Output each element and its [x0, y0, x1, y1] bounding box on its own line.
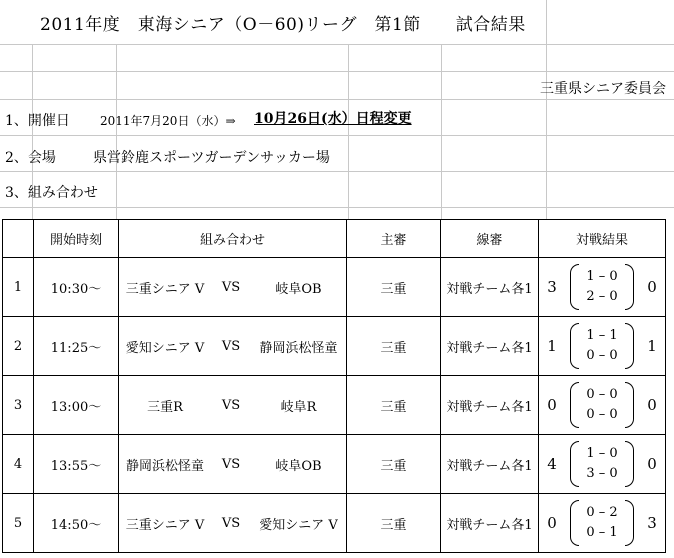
referee: 三重 [347, 376, 441, 435]
result-cell [539, 258, 666, 317]
referee: 三重 [347, 435, 441, 494]
total-score-a: 3 [547, 278, 557, 296]
match-time: 10:30～ [34, 258, 119, 317]
result-cell [539, 376, 666, 435]
second-half-score: 3 – 0 [586, 466, 618, 481]
gridline [116, 44, 117, 219]
referee: 三重 [347, 317, 441, 376]
team-a: 三重R [119, 376, 212, 435]
gridline [0, 207, 674, 208]
date-label: 1、開催日 [5, 113, 70, 129]
header-referee: 主審 [347, 220, 441, 258]
vs-label: VS [211, 435, 251, 494]
team-b: 岐阜R [251, 376, 347, 435]
total-score-b: 1 [647, 337, 657, 355]
team-b: 静岡浜松怪童 [251, 317, 347, 376]
table-row [3, 317, 666, 376]
match-time: 14:50～ [34, 494, 119, 553]
team-a: 静岡浜松怪童 [119, 435, 212, 494]
linesman: 対戦チーム各1 [441, 494, 539, 553]
table-row [3, 435, 666, 494]
half-scores [568, 264, 636, 310]
linesman: 対戦チーム各1 [441, 317, 539, 376]
vs-label: VS [211, 494, 251, 553]
half-scores [568, 500, 636, 546]
half-scores [568, 441, 636, 487]
matchups-label: 3、組み合わせ [5, 185, 98, 201]
gridline [441, 44, 442, 219]
header-result: 対戦結果 [539, 220, 666, 258]
results-table [2, 219, 666, 553]
second-half-score: 0 – 1 [586, 525, 618, 540]
page-title: 2011年度 東海シニア（O－60)リーグ 第1節 試合結果 [40, 15, 526, 35]
total-score-a: 0 [547, 514, 557, 532]
result-cell [539, 317, 666, 376]
date-changed: 10月26日(水）日程変更 [254, 111, 412, 127]
total-score-a: 0 [547, 396, 557, 414]
referee: 三重 [347, 494, 441, 553]
gridline [0, 99, 674, 100]
team-a: 愛知シニア V [119, 317, 212, 376]
vs-label: VS [211, 317, 251, 376]
team-a: 三重シニア V [119, 494, 212, 553]
committee-name: 三重県シニア委員会 [540, 81, 666, 97]
header-matchup: 組み合わせ [119, 220, 347, 258]
gridline [0, 44, 674, 45]
first-half-score: 0 – 0 [586, 387, 618, 402]
first-half-score: 1 – 0 [586, 446, 618, 461]
team-b: 岐阜OB [251, 435, 347, 494]
date-original: 2011年7月20日（水）⇒ [100, 114, 236, 128]
result-cell [539, 494, 666, 553]
vs-label: VS [211, 376, 251, 435]
total-score-b: 0 [647, 396, 657, 414]
linesman: 対戦チーム各1 [441, 376, 539, 435]
table-row [3, 494, 666, 553]
match-no: 2 [3, 317, 34, 376]
match-time: 13:00～ [34, 376, 119, 435]
vs-label: VS [211, 258, 251, 317]
second-half-score: 0 – 0 [586, 348, 618, 363]
match-no: 1 [3, 258, 34, 317]
first-half-score: 0 – 2 [586, 505, 618, 520]
table-row [3, 376, 666, 435]
second-half-score: 0 – 0 [586, 407, 618, 422]
gridline [0, 71, 674, 72]
total-score-b: 0 [647, 455, 657, 473]
total-score-b: 3 [647, 514, 657, 532]
match-time: 13:55～ [34, 435, 119, 494]
match-no: 5 [3, 494, 34, 553]
header-linesman: 線審 [441, 220, 539, 258]
total-score-b: 0 [647, 278, 657, 296]
gridline [0, 171, 674, 172]
first-half-score: 1 – 0 [586, 269, 618, 284]
first-half-score: 1 – 1 [586, 328, 618, 343]
second-half-score: 2 – 0 [586, 289, 618, 304]
half-scores [568, 323, 636, 369]
gridline [0, 135, 674, 136]
match-time: 11:25～ [34, 317, 119, 376]
linesman: 対戦チーム各1 [441, 258, 539, 317]
total-score-a: 1 [547, 337, 557, 355]
header-no [3, 220, 34, 258]
venue-label: 2、会場 [5, 150, 56, 166]
total-score-a: 4 [547, 455, 557, 473]
team-a: 三重シニア V [119, 258, 212, 317]
linesman: 対戦チーム各1 [441, 435, 539, 494]
match-no: 4 [3, 435, 34, 494]
result-cell [539, 435, 666, 494]
table-row [3, 258, 666, 317]
gridline [348, 44, 349, 219]
gridline [546, 0, 547, 219]
venue-name: 県営鈴鹿スポーツガーデンサッカー場 [93, 150, 330, 166]
team-b: 岐阜OB [251, 258, 347, 317]
team-b: 愛知シニア V [251, 494, 347, 553]
table-header-row [3, 220, 666, 258]
half-scores [568, 382, 636, 428]
header-time: 開始時刻 [34, 220, 119, 258]
referee: 三重 [347, 258, 441, 317]
match-no: 3 [3, 376, 34, 435]
